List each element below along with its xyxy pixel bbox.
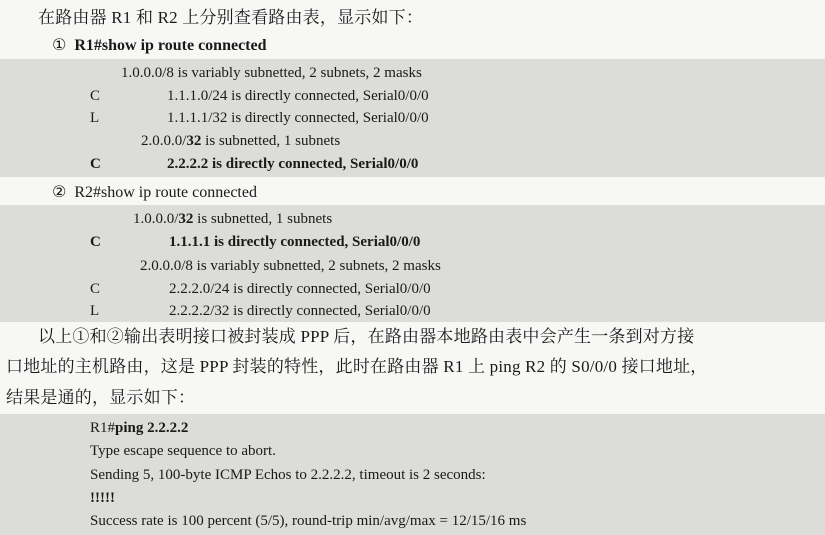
r2-line-4 bbox=[90, 280, 100, 298]
route-code: L bbox=[90, 110, 100, 126]
r2-heading bbox=[52, 182, 257, 203]
r2-line-2 bbox=[90, 233, 101, 251]
ping-result-marks: !!!!! bbox=[90, 490, 115, 506]
r2-line-2-text: 1.1.1.1 is directly connected, Serial0/0/0 bbox=[169, 234, 421, 250]
r1-line-1: 1.0.0.0/8 is variably subnetted, 2 subnets, 2 masks bbox=[121, 65, 422, 81]
r1-line-3 bbox=[90, 109, 99, 127]
r1-line-3-text: 1.1.1.1/32 is directly connected, Serial0/0/0 bbox=[167, 110, 429, 126]
ping-summary: Success rate is 100 percent (5/5), round-trip min/avg/max = 12/15/16 ms bbox=[90, 513, 527, 529]
ping-line-1: Type escape sequence to abort. bbox=[90, 443, 276, 459]
r1-heading bbox=[52, 35, 267, 56]
route-code: C bbox=[90, 234, 101, 250]
intro-text: 在路由器 R1 和 R2 上分别查看路由表，显示如下： bbox=[38, 8, 424, 27]
r2-line-1: 1.0.0.0/32 is subnetted, 1 subnets bbox=[133, 211, 333, 227]
r1-line-2 bbox=[90, 87, 100, 105]
ping-prompt: R1# bbox=[90, 420, 116, 436]
paragraph-line-3: 结果是通的，显示如下： bbox=[6, 388, 196, 407]
paragraph-line-2: 口地址的主机路由，这是 PPP 封装的特性，此时在路由器 R1 上 ping R2 的 S0/0/0 接口地址， bbox=[6, 357, 708, 376]
ping-command: ping 2.2.2.2 bbox=[115, 420, 189, 436]
r1-line-5-text: 2.2.2.2 is directly connected, Serial0/0/0 bbox=[167, 156, 419, 172]
route-code: C bbox=[90, 156, 101, 172]
route-code: L bbox=[90, 303, 100, 319]
r2-line-5 bbox=[90, 302, 99, 320]
r2-command: R2#show ip route connected bbox=[74, 184, 257, 201]
r1-marker: ① bbox=[52, 35, 67, 54]
r1-line-4: 2.0.0.0/32 is subnetted, 1 subnets bbox=[141, 133, 341, 149]
paragraph-line-1: 以上①和②输出表明接口被封装成 PPP 后，在路由器本地路由表中会产生一条到对方接 bbox=[38, 327, 695, 346]
r1-line-5 bbox=[90, 155, 101, 173]
r2-line-3: 2.0.0.0/8 is variably subnetted, 2 subnets, 2 masks bbox=[140, 258, 441, 274]
r2-line-4-text: 2.2.2.0/24 is directly connected, Serial0/0/0 bbox=[169, 281, 431, 297]
ping-command-line bbox=[90, 419, 188, 437]
r1-line-2-text: 1.1.1.0/24 is directly connected, Serial0/0/0 bbox=[167, 88, 429, 104]
route-code: C bbox=[90, 281, 101, 297]
r2-marker: ② bbox=[52, 182, 67, 201]
r1-command: R1#show ip route connected bbox=[74, 37, 267, 54]
r2-line-5-text: 2.2.2.2/32 is directly connected, Serial0/0/0 bbox=[169, 303, 431, 319]
route-code: C bbox=[90, 88, 101, 104]
ping-line-2: Sending 5, 100-byte ICMP Echos to 2.2.2.2, timeout is 2 seconds: bbox=[90, 467, 486, 483]
